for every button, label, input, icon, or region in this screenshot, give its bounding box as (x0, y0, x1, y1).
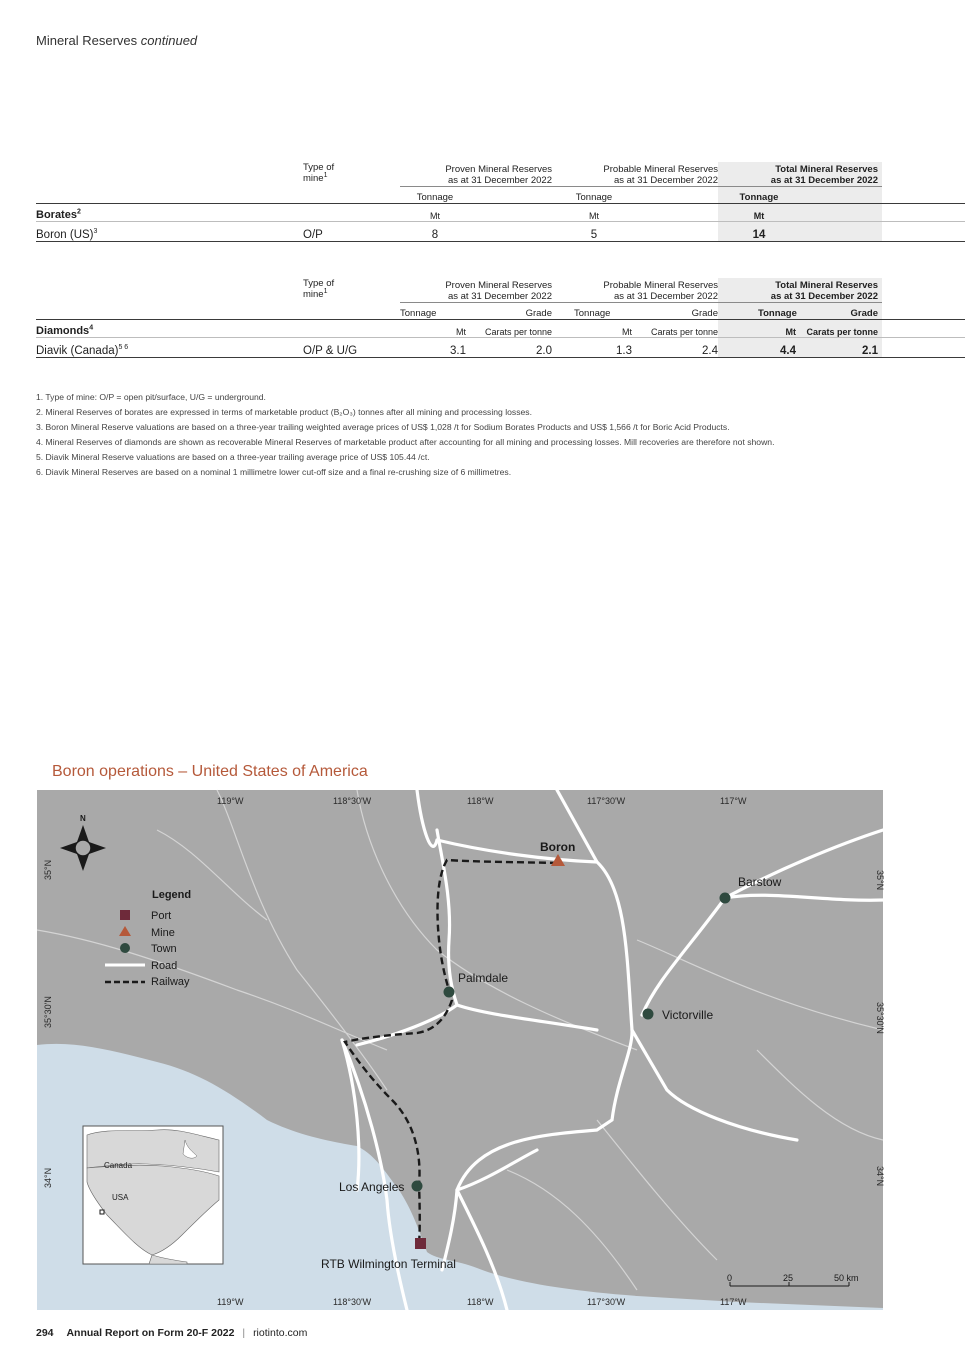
footnote: 1. Type of mine: O/P = open pit/surface, U/G = underground. (36, 392, 266, 402)
svg-text:117°30'W: 117°30'W (587, 796, 626, 806)
table-row (36, 337, 965, 357)
svg-text:Railway: Railway (151, 976, 190, 988)
type-of-mine-header: Type of mine$^1$ (303, 278, 335, 300)
footnote: 3. Boron Mineral Reserve valuations are based on a three-year trailing weighted average prices of US$ 1,028 /t for Sodium Borates Products and US$ 1,566 /t for Boric Acid Products. (36, 422, 730, 432)
svg-text:Legend: Legend (152, 889, 192, 901)
svg-text:119°W: 119°W (217, 796, 244, 806)
inset-map (83, 1126, 223, 1264)
town-icon (412, 1181, 423, 1192)
victorville-label: Victorville (662, 1008, 714, 1022)
svg-text:118°30'W: 118°30'W (333, 1297, 372, 1307)
svg-text:117°30'W: 117°30'W (587, 1297, 626, 1307)
palmdale-label: Palmdale (458, 971, 509, 985)
svg-text:Port: Port (151, 910, 172, 922)
svg-text:34°N: 34°N (875, 1166, 885, 1187)
footnote: 2. Mineral Reserves of borates are expressed in terms of marketable product (B₂O₃) tonnes after all mining and processing losses. (36, 407, 532, 417)
page-footer (36, 1327, 307, 1339)
footnote: 4. Mineral Reserves of diamonds are shown as recoverable Mineral Reserves of marketable product after accounting for all mining and processing losses. Mill recoveries are therefore not shown. (36, 437, 775, 447)
svg-text:25: 25 (783, 1273, 794, 1283)
footnote: 5. Diavik Mineral Reserve valuations are based on a three-year trailing average price of US$ 105.44 /ct. (36, 452, 430, 462)
svg-text:35°N: 35°N (43, 859, 53, 880)
svg-text:Canada: Canada (104, 1161, 133, 1170)
town-icon (720, 893, 731, 904)
boron-label: Boron (540, 840, 576, 854)
barstow-label: Barstow (738, 875, 782, 889)
svg-text:118°W: 118°W (467, 1297, 494, 1307)
map-title: Boron operations – United States of America (52, 763, 368, 780)
town-icon (643, 1009, 654, 1020)
svg-text:50 km: 50 km (834, 1273, 859, 1283)
svg-text:118°W: 118°W (467, 796, 494, 806)
boron-operations-map (37, 790, 883, 1310)
proven-tonnage: 3.1 (400, 337, 470, 357)
proven-header: Proven Mineral Reserves as at 31 December 2022 (400, 162, 552, 186)
total-header: Total Mineral Reserves as at 31 December 2022 (718, 162, 882, 186)
proven-tonnage-label: Tonnage (400, 186, 470, 203)
svg-text:118°30'W: 118°30'W (333, 796, 372, 806)
total-tonnage: 14 (718, 221, 800, 241)
diamonds-reserves-table: Type of mine$^1$ Proven Mineral Reserves as at 31 December 2022 Probable Mineral Reserves as at 31 December 2022 Total Mineral Reserves as at 31 December 2022 Tonnage Grade Tonnage Grade Tonnage Grade Diamonds$^4$ Mt Carats per tonne Mt Carats per tonne Mt Carats per tonne Diavik (Canada)$^{5 6}$ O/P & U/G 3.1 2.0 1.3 2.4 4.4 2.1 (36, 278, 965, 358)
total-grade: 2.1 (800, 337, 882, 357)
probable-tonnage-label: Tonnage (552, 186, 636, 203)
borates-unit-label: Borates$^2$ (36, 203, 303, 221)
los-angeles-label: Los Angeles (339, 1180, 405, 1194)
probable-header: Probable Mineral Reserves as at 31 December 2022 (552, 162, 718, 186)
svg-text:35°30'N: 35°30'N (875, 1002, 885, 1034)
page-number: 294 (36, 1327, 54, 1339)
total-tonnage-label: Tonnage (718, 186, 800, 203)
mine-type: O/P (303, 221, 400, 241)
port-icon (415, 1238, 426, 1249)
report-title: Annual Report on Form 20-F 2022 (66, 1327, 235, 1339)
probable-grade: 2.4 (636, 337, 718, 357)
deposit-name: Boron (US)$^3$ (36, 221, 303, 241)
borates-reserves-table: Type of mine$^1$ Proven Mineral Reserves as at 31 December 2022 Probable Mineral Reserves as at 31 December 2022 Total Mineral Reserves as at 31 December 2022 Tonnage Tonnage Tonnage Borates$^2$ Mt Mt Mt Boron (US)$^3$ O/P 8 5 14 (36, 162, 965, 242)
type-of-mine-header: Type of mine$^1$ (303, 162, 335, 184)
probable-tonnage: 1.3 (552, 337, 636, 357)
table-row (36, 221, 965, 241)
svg-text:Town: Town (151, 943, 177, 955)
svg-text:0: 0 (727, 1273, 733, 1283)
total-tonnage: 4.4 (718, 337, 800, 357)
svg-text:117°W: 117°W (720, 1297, 747, 1307)
svg-text:N: N (80, 814, 86, 823)
footer-site-link[interactable]: riotinto.com (253, 1327, 308, 1339)
svg-text:117°W: 117°W (720, 796, 747, 806)
page-title: Mineral Reserves (36, 33, 138, 48)
town-icon (444, 987, 455, 998)
svg-text:35°N: 35°N (875, 870, 885, 891)
footnotes (36, 390, 774, 480)
svg-text:35°30'N: 35°30'N (43, 996, 53, 1028)
port-legend-icon (120, 910, 130, 920)
page-header (36, 33, 197, 48)
svg-text:34°N: 34°N (43, 1167, 53, 1188)
svg-text:Mine: Mine (151, 927, 175, 939)
footnote: 6. Diavik Mineral Reserves are based on a nominal 1 millimetre lower cut-off size and a final re-crushing size of 6 millimetres. (36, 467, 512, 477)
town-legend-icon (120, 943, 130, 953)
svg-text:Road: Road (151, 960, 178, 972)
proven-tonnage: 8 (400, 221, 470, 241)
total-header: Total Mineral Reserves as at 31 December 2022 (718, 278, 882, 302)
probable-tonnage: 5 (552, 221, 636, 241)
probable-header: Probable Mineral Reserves as at 31 December 2022 (552, 278, 718, 302)
diamonds-unit-label: Diamonds$^4$ (36, 319, 303, 337)
mine-type: O/P & U/G (303, 337, 400, 357)
svg-text:119°W: 119°W (217, 1297, 244, 1307)
footer-separator: | (242, 1327, 246, 1339)
svg-text:USA: USA (112, 1193, 129, 1202)
terminal-label: RTB Wilmington Terminal (321, 1257, 456, 1271)
page-title-suffix: continued (140, 33, 198, 48)
deposit-name: Diavik (Canada)$^{5 6}$ (36, 337, 303, 357)
proven-grade: 2.0 (470, 337, 552, 357)
proven-header: Proven Mineral Reserves as at 31 December 2022 (400, 278, 552, 302)
